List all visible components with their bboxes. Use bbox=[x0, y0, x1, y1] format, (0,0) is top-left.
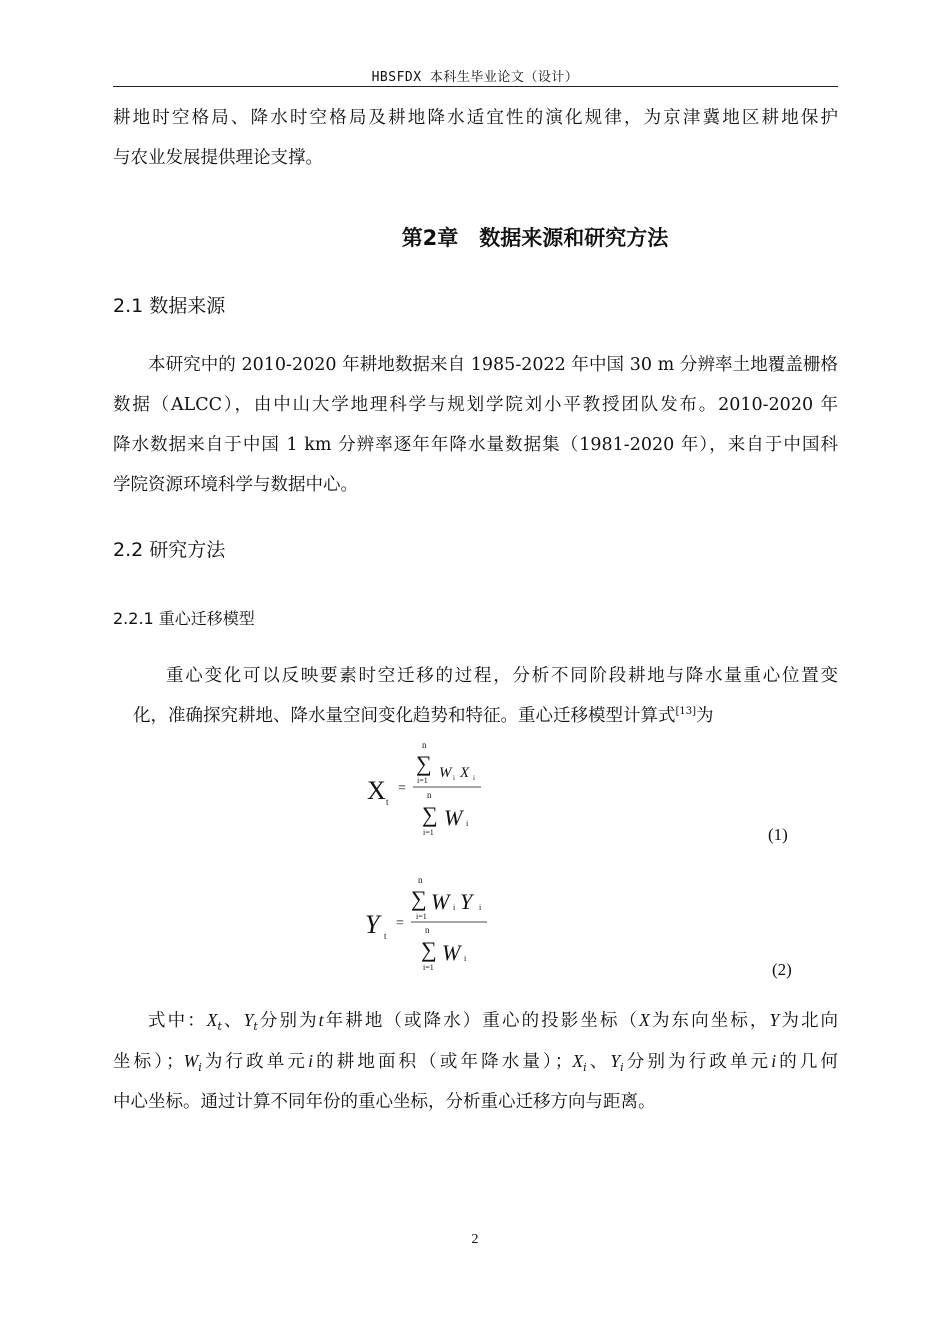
eq2-num-y: Y bbox=[460, 889, 473, 914]
explanation-text-2e: 的几何 bbox=[776, 1052, 839, 1072]
equation-2 bbox=[355, 872, 505, 980]
centroid-line-2-end: 为 bbox=[696, 706, 714, 726]
explanation-text-2d: 分别为行政单元 bbox=[623, 1052, 772, 1072]
header-rule bbox=[113, 86, 838, 87]
symbol-y-axis: Y bbox=[769, 1010, 780, 1030]
eq1-den-w-sub: i bbox=[466, 819, 469, 828]
explanation-text-1d: 为东向坐标， bbox=[649, 1011, 770, 1031]
subsection-heading-2-2-1: 2.2.1 重心迁移模型 bbox=[113, 609, 255, 628]
eq1-den-upper: n bbox=[427, 790, 432, 800]
eq2-num-w: W bbox=[431, 889, 450, 914]
explanation-text-2b: 为行政单元 bbox=[201, 1052, 309, 1072]
data-source-line-1: 本研究中的 2010-2020 年耕地数据来自 1985-2022 年中国 30 m 分辨率土地覆盖栅格 bbox=[148, 355, 838, 375]
eq2-num-sum: ∑ bbox=[411, 886, 427, 911]
symbol-i: i bbox=[308, 1051, 313, 1071]
symbol-yi: Y bbox=[610, 1051, 621, 1071]
explanation-text-1a: 式中： bbox=[148, 1011, 207, 1031]
explanation-text-1e: 为北向 bbox=[779, 1011, 839, 1031]
centroid-paragraph bbox=[113, 656, 838, 736]
eq1-lhs: X bbox=[367, 776, 386, 805]
separator-2: 、 bbox=[586, 1052, 611, 1072]
eq1-num-sum: ∑ bbox=[416, 751, 432, 776]
page-number: 2 bbox=[471, 1232, 479, 1247]
data-source-line-3: 降水数据来自于中国 1 km 分辨率逐年年降水量数据集（1981-2020 年），来自于中国科 bbox=[113, 435, 838, 455]
eq2-den-w: W bbox=[442, 940, 461, 965]
intro-line-1: 耕地时空格局、降水时空格局及耕地降水适宜性的演化规律，为京津冀地区耕地保护 bbox=[113, 108, 838, 128]
eq2-den-sum: ∑ bbox=[421, 937, 437, 962]
symbol-w: W bbox=[183, 1051, 199, 1071]
eq2-den-lower: i=1 bbox=[423, 963, 434, 972]
intro-paragraph bbox=[113, 98, 838, 178]
eq2-equals: = bbox=[396, 916, 404, 931]
data-source-paragraph bbox=[113, 345, 838, 505]
explanation-text-2a: 坐标）； bbox=[113, 1052, 184, 1072]
section-heading-2-1: 2.1 数据来源 bbox=[113, 295, 226, 317]
eq1-den-lower: i=1 bbox=[423, 828, 434, 837]
equation-number-2: (2) bbox=[772, 960, 792, 979]
eq2-den-upper: n bbox=[425, 925, 430, 935]
symbol-yi-sub: i bbox=[620, 1061, 624, 1074]
section-heading-2-2: 2.2 研究方法 bbox=[113, 539, 226, 561]
symbol-xi-sub: i bbox=[583, 1061, 587, 1074]
intro-line-2: 与农业发展提供理论支撑。 bbox=[113, 148, 323, 168]
data-source-line-4: 学院资源环境科学与数据中心。 bbox=[113, 475, 358, 495]
centroid-line-1: 重心变化可以反映要素时空迁移的过程，分析不同阶段耕地与降水量重心位置变 bbox=[166, 666, 838, 686]
symbol-t: t bbox=[318, 1010, 324, 1030]
eq1-equals: = bbox=[398, 781, 406, 796]
eq2-lhs-sub: t bbox=[384, 931, 387, 941]
symbol-x-sub: t bbox=[217, 1020, 222, 1033]
eq2-num-lower: i=1 bbox=[416, 912, 427, 921]
eq1-num-upper: n bbox=[422, 740, 427, 750]
running-header: HBSFDX 本科生毕业论文（设计） bbox=[371, 70, 579, 85]
eq2-num-y-sub: i bbox=[479, 903, 482, 912]
eq1-den-sum: ∑ bbox=[422, 802, 438, 827]
eq1-den-w: W bbox=[444, 805, 463, 830]
eq1-num-x-sub: i bbox=[473, 774, 475, 782]
symbol-y-sub: t bbox=[253, 1020, 258, 1033]
eq1-num-lower: i=1 bbox=[417, 776, 428, 785]
data-source-line-2: 数据（ALCC），由中山大学地理科学与规划学院刘小平教授团队发布。2010-2020 年 bbox=[113, 395, 838, 415]
equation-number-1: (1) bbox=[768, 825, 788, 844]
explanation-line-3: 中心坐标。通过计算不同年份的重心坐标，分析重心迁移方向与距离。 bbox=[113, 1092, 656, 1112]
citation-13: [13] bbox=[675, 706, 697, 718]
centroid-line-2 bbox=[113, 696, 838, 736]
centroid-line-2-text: 化，准确探究耕地、降水量空间变化趋势和特征。重心迁移模型计算式 bbox=[133, 706, 676, 726]
eq1-lhs-sub: t bbox=[386, 797, 389, 807]
symbol-w-sub: i bbox=[198, 1061, 202, 1074]
explanation-text-2c: 的耕地面积（或年降水量）； bbox=[312, 1052, 573, 1072]
symbol-x: X bbox=[206, 1010, 218, 1030]
eq1-num-x: X bbox=[460, 765, 470, 781]
symbol-x-axis: X bbox=[639, 1010, 650, 1030]
separator: 、 bbox=[221, 1011, 244, 1031]
eq2-den-w-sub: i bbox=[464, 954, 467, 963]
eq2-num-w-sub: i bbox=[453, 903, 456, 912]
symbol-i-2: i bbox=[771, 1051, 777, 1071]
eq1-num-w: W bbox=[439, 765, 452, 781]
symbol-y: Y bbox=[243, 1010, 254, 1030]
eq2-lhs: Y bbox=[365, 910, 380, 939]
explanation-line-1 bbox=[113, 1000, 838, 1041]
eq2-num-upper: n bbox=[418, 875, 423, 885]
symbol-xi: X bbox=[572, 1051, 584, 1071]
equation-1 bbox=[355, 735, 505, 845]
symbol-explanation-paragraph bbox=[113, 1000, 838, 1122]
explanation-text-1c: 年耕地（或降水）重心的投影坐标（ bbox=[323, 1011, 640, 1031]
chapter-title: 第2章 数据来源和研究方法 bbox=[401, 226, 669, 250]
eq1-num-w-sub: i bbox=[453, 774, 455, 782]
explanation-line-2 bbox=[113, 1041, 838, 1082]
explanation-text-1b: 分别为 bbox=[257, 1011, 319, 1031]
